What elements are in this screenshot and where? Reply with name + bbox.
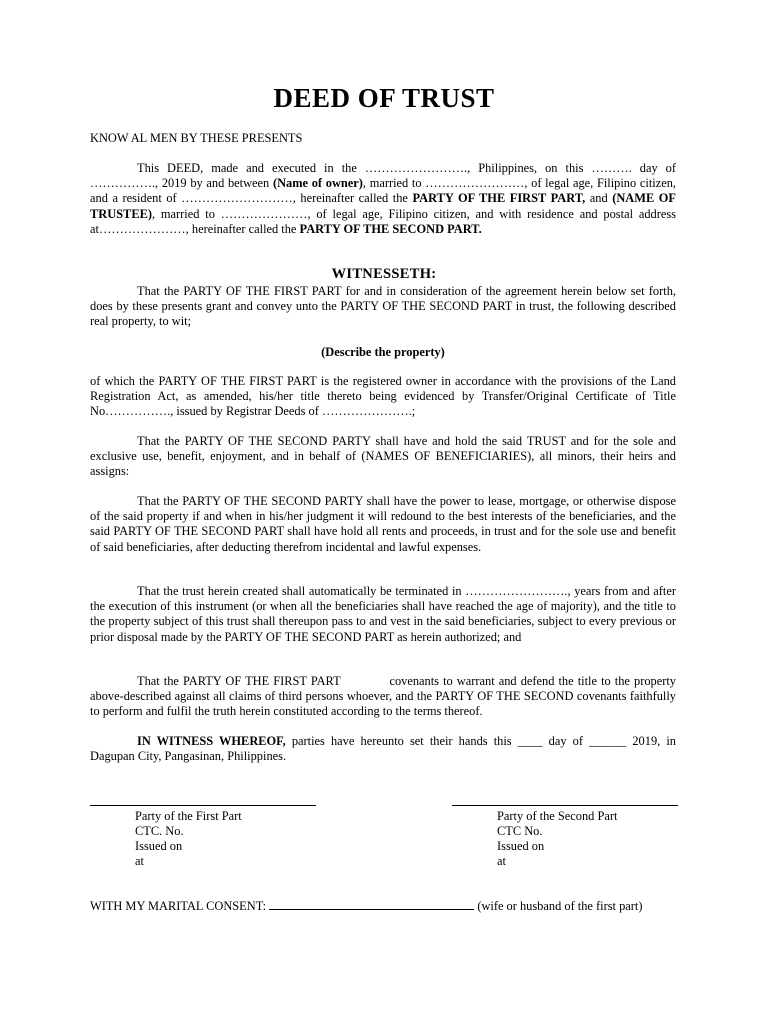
opening-text-2: , married to ……………………, of legal age, Filipino citizen, and a resident of ………………………, hereinafter called the — [90, 176, 676, 206]
witness-whereof-text: parties have hereunto set their hands this ____ day of ______ 2019, in Dagupan City, Pangasinan, Philippines. — [90, 734, 677, 764]
opening-text-1: This DEED, made and executed in the ……………………., Philippines, on this ………. day of ……………., 2019 by and between — [90, 161, 676, 191]
termination-paragraph: That the trust herein created shall automatically be terminated in ……………………., years from and after the execution of this instrument (or when all the beneficiaries shall have reached the age of majority), and the title to the property subject of this trust shall thereupon pass to and vest in the said beneficiaries, subject to every previous or prior disposal made by the PARTY OF THE SECOND PART as herein authorized; and — [90, 584, 676, 644]
second-party-ctc: CTC No. — [497, 824, 543, 838]
first-party-ctc: CTC. No. — [135, 824, 184, 838]
power-to-lease-paragraph: That the PARTY OF THE SECOND PARTY shall have the power to lease, mortgage, or otherwise dispose of the said property if and when in his/her judgment it will redound to the best interests of the beneficiaries, and the said PARTY OF THE SECOND PART shall have hold all rents and proceeds, in trust and for the sole use and benefit of said beneficiaries, after deducting therefrom incidental and lawful expenses. — [90, 494, 676, 554]
warranty-paragraph: That the PARTY OF THE FIRST PART covenants to warrant and defend the title to the property above-described against all claims of third persons whoever, and the PARTY OF THE SECOND covenants faithfully to perform and fulfil the truth herein constituted according to the terms thereof. — [90, 674, 680, 719]
second-party-label: Party of the Second Part — [497, 809, 618, 823]
registered-owner-paragraph: of which the PARTY OF THE FIRST PART is the registered owner in accordance with the provisions of the Land Registration Act, as amended, his/her title thereto being evidenced by Transfer/Original Certificate of Title No……………., issued by Registrar Deeds of ………………….; — [90, 374, 676, 419]
second-party-issued-at: at — [497, 854, 506, 868]
know-all-line: KNOW AL MEN BY THESE PRESENTS — [90, 131, 303, 145]
opening-text-4: , married to …………………, of legal age, Filipino citizen, and with residence and postal address at…………………, hereinafter called the — [90, 206, 676, 236]
witness-whereof-paragraph — [90, 734, 676, 764]
opening-paragraph — [90, 161, 676, 237]
second-party-issued-on: Issued on — [497, 839, 545, 853]
first-party-label: Party of the First Part — [135, 809, 242, 823]
first-party-issued-on: Issued on — [135, 839, 183, 853]
marital-consent-paragraph — [90, 899, 676, 914]
document-title: DEED OF TRUST — [273, 83, 495, 113]
trustee-placeholder: (NAME OF TRUSTEE) — [90, 191, 676, 221]
opening-text-3: and — [585, 191, 613, 206]
describe-property-placeholder: (Describe the property) — [321, 345, 445, 359]
first-party-issued-at: at — [135, 854, 144, 868]
marital-consent-label: WITH MY MARITAL CONSENT: — [90, 899, 267, 913]
grant-paragraph: That the PARTY OF THE FIRST PART for and in consideration of the agreement herein below set forth, does by these presents grant and convey unto the PARTY OF THE SECOND PART in trust, the following described real property, to wit; — [90, 284, 676, 329]
witness-whereof-label: IN WITNESS WHEREOF, — [137, 734, 286, 748]
owner-placeholder: (Name of owner) — [272, 176, 363, 191]
first-party-signature-line — [90, 805, 316, 806]
party-first-label: PARTY OF THE FIRST PART, — [412, 191, 586, 206]
second-party-signature-line — [452, 805, 678, 806]
witnesseth-heading: WITNESSETH: — [331, 266, 437, 282]
party-second-label: PARTY OF THE SECOND PART. — [299, 221, 482, 236]
marital-consent-signature-line — [269, 899, 474, 910]
marital-consent-note: (wife or husband of the first part) — [477, 899, 643, 913]
hold-trust-paragraph: That the PARTY OF THE SECOND PARTY shall have and hold the said TRUST and for the sole and exclusive use, benefit, enjoyment, and in behalf of (NAMES OF BENEFICIARIES), all minors, their heirs and assigns: — [90, 434, 676, 479]
